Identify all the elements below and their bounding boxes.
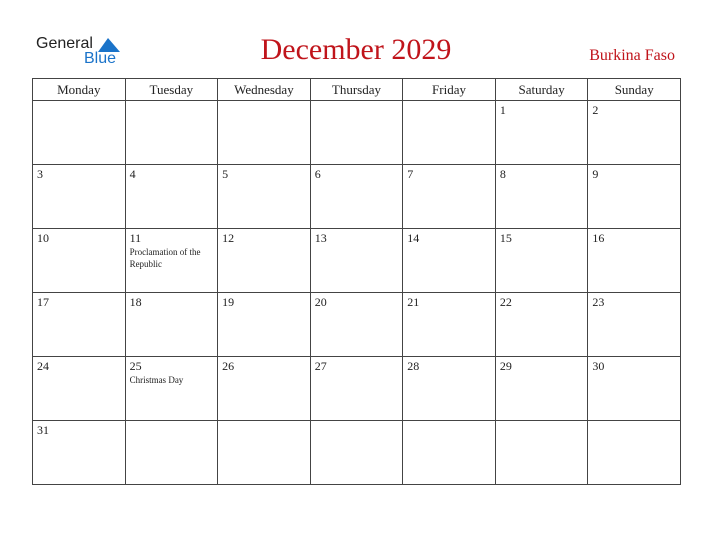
day-cell xyxy=(310,101,403,165)
day-cell xyxy=(495,165,588,229)
day-cell xyxy=(588,229,681,293)
day-cell xyxy=(588,357,681,421)
day-cell xyxy=(495,357,588,421)
day-number: 2 xyxy=(592,103,599,117)
day-cell xyxy=(33,165,126,229)
day-number: 28 xyxy=(407,359,420,373)
day-number: 20 xyxy=(314,295,327,309)
calendar-body xyxy=(33,101,681,485)
week-row xyxy=(33,293,681,357)
day-cell xyxy=(218,101,311,165)
day-cell xyxy=(125,293,218,357)
day-cell xyxy=(33,101,126,165)
day-cell xyxy=(218,293,311,357)
weekday-header-saturday: Saturday xyxy=(495,79,588,101)
weekday-header-tuesday: Tuesday xyxy=(125,79,218,101)
weekday-header-monday: Monday xyxy=(33,79,126,101)
day-number: 23 xyxy=(592,295,605,309)
day-cell xyxy=(310,165,403,229)
logo-text-general: General xyxy=(36,35,93,52)
day-number: 19 xyxy=(222,295,235,309)
day-number: 26 xyxy=(222,359,235,373)
day-cell xyxy=(588,421,681,485)
day-cell xyxy=(403,293,496,357)
day-number: 8 xyxy=(499,167,506,181)
day-number: 12 xyxy=(222,231,235,245)
week-row xyxy=(33,421,681,485)
day-cell xyxy=(33,229,126,293)
day-number: 16 xyxy=(592,231,605,245)
weekday-header-sunday: Sunday xyxy=(588,79,681,101)
day-number: 5 xyxy=(222,167,229,181)
day-cell xyxy=(125,229,218,293)
day-number: 15 xyxy=(499,231,512,245)
day-cell xyxy=(218,165,311,229)
day-number: 1 xyxy=(499,103,506,117)
day-cell xyxy=(403,165,496,229)
day-cell xyxy=(495,101,588,165)
page-title: December 2029 xyxy=(260,33,452,66)
day-cell xyxy=(218,229,311,293)
holiday-label: Christmas Day xyxy=(129,375,184,385)
day-number: 22 xyxy=(499,295,512,309)
holiday-label: Proclamation of the Republic xyxy=(129,247,201,269)
weekday-header-thursday: Thursday xyxy=(310,79,403,101)
day-number: 11 xyxy=(129,231,142,245)
day-cell xyxy=(125,357,218,421)
day-cell xyxy=(33,357,126,421)
day-number: 25 xyxy=(129,359,142,373)
day-cell xyxy=(33,421,126,485)
day-cell xyxy=(588,165,681,229)
day-cell xyxy=(310,293,403,357)
day-cell xyxy=(588,101,681,165)
weekday-header-wednesday: Wednesday xyxy=(218,79,311,101)
day-number: 13 xyxy=(314,231,327,245)
day-cell xyxy=(495,229,588,293)
day-cell xyxy=(310,357,403,421)
day-number: 24 xyxy=(37,359,49,373)
day-cell xyxy=(403,357,496,421)
week-row xyxy=(33,165,681,229)
week-row xyxy=(33,229,681,293)
logo-text-blue: Blue xyxy=(84,50,117,67)
country-name: Burkina Faso xyxy=(589,47,675,64)
day-cell xyxy=(495,421,588,485)
day-cell xyxy=(125,421,218,485)
day-cell xyxy=(310,229,403,293)
day-number: 9 xyxy=(592,167,599,181)
day-cell xyxy=(125,101,218,165)
day-cell xyxy=(125,165,218,229)
day-number: 6 xyxy=(314,167,321,181)
day-number: 10 xyxy=(37,231,49,245)
day-number: 21 xyxy=(407,295,420,309)
day-number: 7 xyxy=(407,167,414,181)
day-cell xyxy=(218,421,311,485)
day-number: 3 xyxy=(37,167,43,181)
weekday-header-friday: Friday xyxy=(403,79,496,101)
day-cell xyxy=(33,293,126,357)
day-number: 29 xyxy=(499,359,512,373)
day-number: 27 xyxy=(314,359,327,373)
day-number: 30 xyxy=(592,359,605,373)
day-cell xyxy=(218,357,311,421)
day-number: 17 xyxy=(37,295,49,309)
week-row xyxy=(33,101,681,165)
day-cell xyxy=(495,293,588,357)
day-number: 14 xyxy=(407,231,420,245)
weekday-header-row xyxy=(33,79,681,101)
day-number: 4 xyxy=(129,167,136,181)
day-cell xyxy=(403,101,496,165)
day-cell xyxy=(403,421,496,485)
week-row xyxy=(33,357,681,421)
month-calendar xyxy=(32,78,681,485)
day-number: 31 xyxy=(37,423,49,437)
day-cell xyxy=(588,293,681,357)
day-cell xyxy=(403,229,496,293)
day-number: 18 xyxy=(129,295,142,309)
day-cell xyxy=(310,421,403,485)
